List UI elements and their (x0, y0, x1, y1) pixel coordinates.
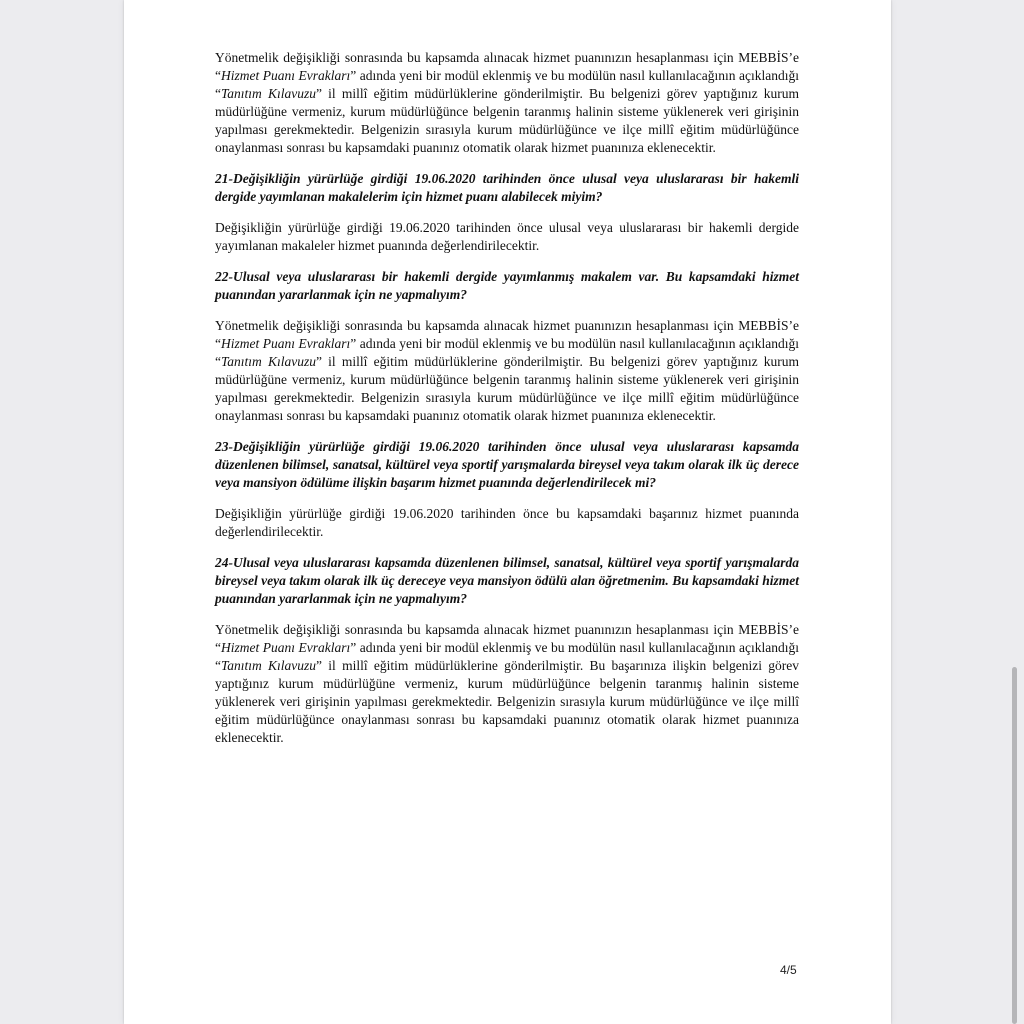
italic-term: Tanıtım Kılavuzu (221, 354, 316, 369)
italic-term: Hizmet Puanı Evrakları (221, 336, 351, 351)
page-content (215, 49, 799, 760)
answer-paragraph (215, 219, 799, 255)
text-segment: ” adında yeni bir modül eklenmiş ve bu modülün nasıl kullanılacağının açıklandığı “ (215, 336, 799, 369)
text-segment: Yönetmelik değişikliği sonrasında bu kapsamda alınacak hizmet puanınızın hesaplanması için MEBBİS’e “ (215, 622, 799, 655)
italic-term: Hizmet Puanı Evrakları (221, 640, 351, 655)
scrollbar[interactable] (1010, 0, 1024, 1024)
text-segment: ” il millî eğitim müdürlüklerine gönderilmiştir. Bu belgenizi görev yaptığınız kurum müdürlüğüne vermeniz, kurum müdürlüğünce belgenin taranmış halinin sisteme yüklenerek veri girişinin yapılması gerekmektedir. Belgenizin sırasıyla kurum müdürlüğünce ve ilçe millî eğitim müdürlüğünce onaylanması sonrası bu kapsamdaki puanınız otomatik olarak hizmet puanınıza eklenecektir. (215, 354, 800, 423)
question-heading (215, 170, 799, 206)
answer-paragraph (215, 317, 799, 425)
text-segment: Yönetmelik değişikliği sonrasında bu kapsamda alınacak hizmet puanınızın hesaplanması için MEBBİS’e “ (215, 50, 799, 83)
text-segment: 24-Ulusal veya uluslararası kapsamda düzenlenen bilimsel, sanatsal, kültürel veya sportif yarışmalarda bireysel veya takım olarak ilk üç dereceye veya mansiyon ödülü alan öğretmenim. Bu kapsamdaki hizmet puanından yararlanmak için ne yapmalıyım? (215, 555, 799, 606)
italic-term: Tanıtım Kılavuzu (221, 86, 316, 101)
text-segment: Değişikliğin yürürlüğe girdiği 19.06.2020 tarihinden önce bu kapsamdaki başarınız hizmet puanında değerlendirilecektir. (215, 506, 799, 539)
question-heading (215, 268, 799, 304)
text-segment: 23-Değişikliğin yürürlüğe girdiği 19.06.2020 tarihinden önce ulusal veya uluslararası kapsamda düzenlenen bilimsel, sanatsal, kültürel veya sportif yarışmalarda bireysel veya takım olarak ilk üç derece veya mansiyon ödülüme ilişkin başarım hizmet puanında değerlendirilecek mi? (215, 439, 799, 490)
text-segment: 22-Ulusal veya uluslararası bir hakemli dergide yayımlanmış makalem var. Bu kapsamdaki hizmet puanından yararlanmak için ne yapmalıyım? (215, 269, 799, 302)
text-segment: ” adında yeni bir modül eklenmiş ve bu modülün nasıl kullanılacağının açıklandığı “ (215, 640, 799, 673)
text-segment: Yönetmelik değişikliği sonrasında bu kapsamda alınacak hizmet puanınızın hesaplanması için MEBBİS’e “ (215, 318, 799, 351)
document-page (124, 0, 891, 1024)
italic-term: Tanıtım Kılavuzu (221, 658, 317, 673)
page-number: 4/5 (780, 963, 797, 977)
text-segment: ” adında yeni bir modül eklenmiş ve bu modülün nasıl kullanılacağının açıklandığı “ (215, 68, 799, 101)
text-segment: Değişikliğin yürürlüğe girdiği 19.06.2020 tarihinden önce ulusal veya uluslararası bir hakemli dergide yayımlanan makaleler hizmet puanında değerlendirilecektir. (215, 220, 799, 253)
italic-term: Hizmet Puanı Evrakları (221, 68, 351, 83)
scrollbar-thumb[interactable] (1012, 667, 1017, 1024)
answer-paragraph (215, 49, 799, 157)
text-segment: ” il millî eğitim müdürlüklerine gönderilmiştir. Bu başarınıza ilişkin belgenizi görev yaptığınız kurum müdürlüğüne vermeniz, kurum müdürlüğünce belgenin taranmış halinin sisteme yüklenerek veri girişinin yapılması gerekmektedir. Belgenizin sırasıyla kurum müdürlüğünce ve ilçe millî eğitim müdürlüğünce onaylanması sonrası bu kapsamdaki puanınız otomatik olarak hizmet puanınıza eklenecektir. (215, 658, 799, 745)
question-heading (215, 438, 799, 492)
text-segment: ” il millî eğitim müdürlüklerine gönderilmiştir. Bu belgenizi görev yaptığınız kurum müdürlüğüne vermeniz, kurum müdürlüğünce belgenin taranmış halinin sisteme yüklenerek veri girişinin yapılması gerekmektedir. Belgenizin sırasıyla kurum müdürlüğünce ve ilçe millî eğitim müdürlüğünce onaylanması sonrası bu kapsamdaki puanınız otomatik olarak hizmet puanınıza eklenecektir. (215, 86, 800, 155)
answer-paragraph (215, 505, 799, 541)
answer-paragraph (215, 621, 799, 747)
text-segment: 21-Değişikliğin yürürlüğe girdiği 19.06.2020 tarihinden önce ulusal veya uluslararası bir hakemli dergide yayımlanan makalelerim için hizmet puanı alabilecek miyim? (215, 171, 799, 204)
question-heading (215, 554, 799, 608)
